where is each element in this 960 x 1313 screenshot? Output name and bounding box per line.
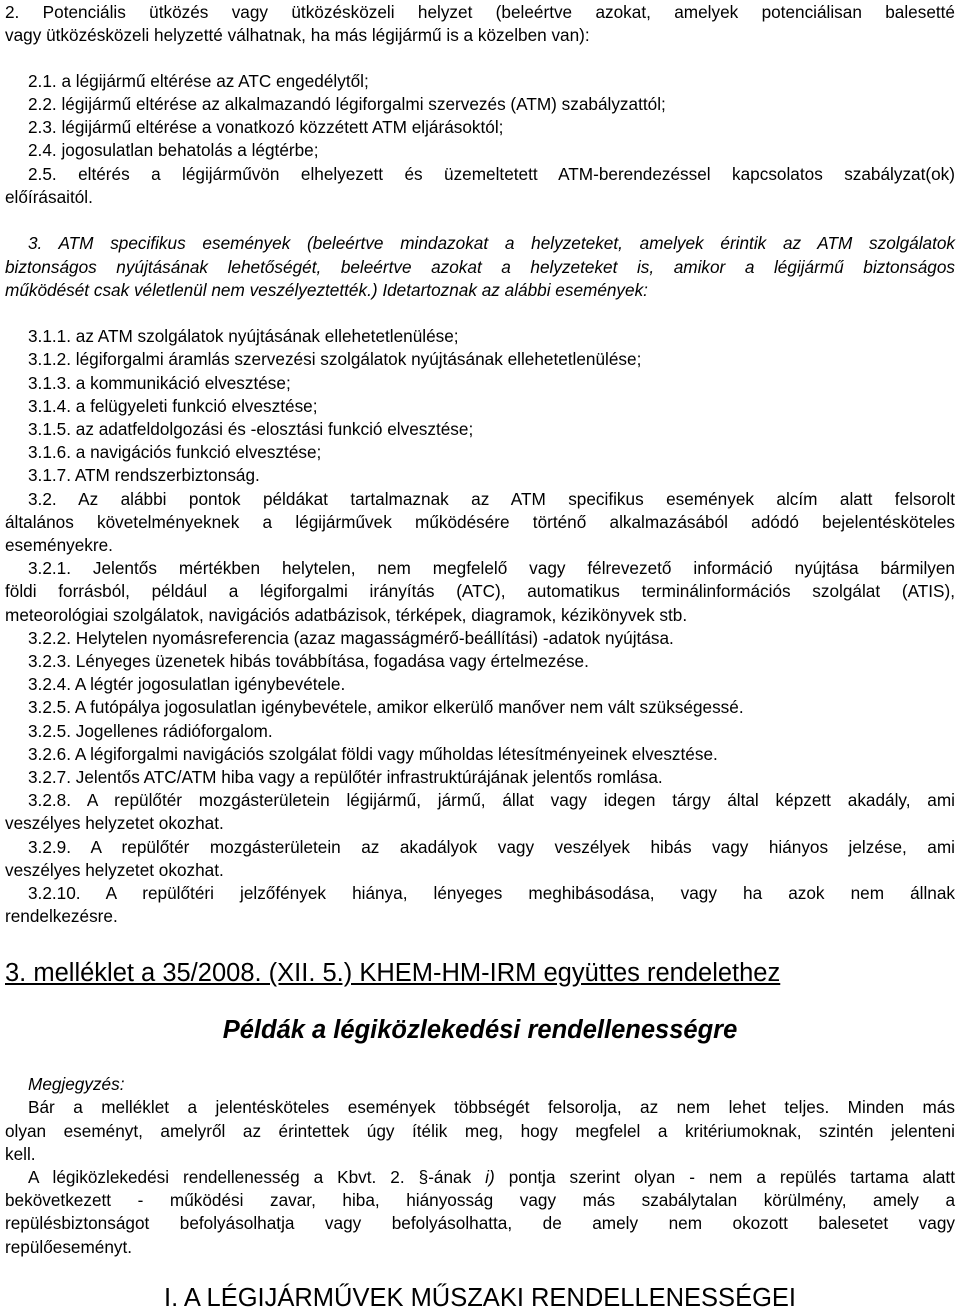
section-3-intro-line-1: 3. ATM specifikus események (beleértve mindazokat a helyzeteket, amelyek érintik az ATM szolgálatok [28,233,955,253]
item-2-2: 2.2. légijármű eltérése az alkalmazandó légiforgalmi szervezés (ATM) szabályzattól; [28,94,666,114]
para-3-2-1-line-1: 3.2.1. Jelentős mértékben helytelen, nem megfelelő vagy félrevezető információ nyújtása bármilyen [28,558,955,578]
note-2-line-2: bekövetkezett - működési zavar, hiba, hiányosság vagy más szabálytalan körülmény, amely a [5,1190,955,1210]
para-3-2-9-line-2: veszélyes helyzetet okozhat. [5,860,224,880]
section-2-intro-line-2: vagy ütközésközeli helyzetté válhatnak, ha más légijármű is a közelben van): [5,25,590,45]
item-3-1-2: 3.1.2. légiforgalmi áramlás szervezési szolgálatok nyújtásának ellehetetlenülése; [28,349,642,369]
item-2-4: 2.4. jogosulatlan behatolás a légtérbe; [28,140,319,160]
item-3-1-1: 3.1.1. az ATM szolgálatok nyújtásának ellehetetlenülése; [28,326,459,346]
item-3-1-5: 3.1.5. az adatfeldolgozási és -elosztási funkció elvesztése; [28,419,474,439]
para-3-2-10-line-2: rendelkezésre. [5,906,118,926]
para-3-2-line-3: eseményekre. [5,535,113,555]
item-3-2-3: 3.2.3. Lényeges üzenetek hibás továbbítása, fogadása vagy értelmezése. [28,651,589,671]
note-2-line-4: repülőeseményt. [5,1237,133,1257]
para-3-2-1-line-3: meteorológiai szolgálatok, navigációs adatbázisok, térképek, diagramok, kézikönyvek stb. [5,605,688,625]
para-3-2-8-line-2: veszélyes helyzetet okozhat. [5,813,224,833]
item-2-5-line-2: előírásaitól. [5,187,93,207]
para-3-2-8-line-1: 3.2.8. A repülőtér mozgásterületein légijármű, jármű, állat vagy idegen tárgy által képzett akadály, ami [28,790,955,810]
item-3-2-4: 3.2.4. A légtér jogosulatlan igénybevétele. [28,674,346,694]
annex-title: 3. melléklet a 35/2008. (XII. 5.) KHEM-HM-IRM együttes rendelethez [5,959,781,987]
note-1-line-3: kell. [5,1144,36,1164]
note-2-line-1-ref: i) [485,1167,495,1187]
section-2-intro-line-1: 2. Potenciális ütközés vagy ütközésközeli helyzet (beleértve azokat, amelyek potenciálisan balesetté [5,2,955,22]
item-3-1-6: 3.1.6. a navigációs funkció elvesztése; [28,442,322,462]
note-2-line-1 [28,1166,955,1189]
para-3-2-1-line-2: földi forrásból, például a légiforgalmi irányítás (ATC), automatikus terminálinformációs szolgálat (ATIS), [5,581,955,601]
item-3-1-4: 3.1.4. a felügyeleti funkció elvesztése; [28,396,318,416]
item-3-2-2: 3.2.2. Helytelen nyomásreferencia (azaz magasságmérő-beállítási) -adatok nyújtása. [28,628,674,648]
section-3-intro-line-2: biztonságos nyújtásának lehetőségét, beleértve azokat a helyzeteket is, amikor a légijármű biztonságos [5,257,955,277]
note-1-line-2: olyan eseményt, amelyről az érintettek úgy ítélik meg, hogy megfelel a kritériumoknak, szintén jelenteni [5,1121,955,1141]
section-3-intro-line-3: működését csak véletlenül nem veszélyeztették.) Idetartoznak az alábbi események: [5,280,648,300]
item-3-2-5: 3.2.5. A futópálya jogosulatlan igénybevétele, amikor elkerülő manőver nem vált szükségessé. [28,697,744,717]
item-3-2-7: 3.2.7. Jelentős ATC/ATM hiba vagy a repülőtér infrastruktúrájának jelentős romlása. [28,767,663,787]
note-1-line-1: Bár a melléklet a jelentésköteles események többségét felsorolja, az nem lehet teljes. Minden más [28,1097,955,1117]
note-label: Megjegyzés: [28,1074,125,1094]
item-3-2-5b: 3.2.5. Jogellenes rádióforgalom. [28,721,273,741]
item-3-2-6: 3.2.6. A légiforgalmi navigációs szolgálat földi vagy műholdas létesítményeinek elvesztése. [28,744,718,764]
para-3-2-line-2: általános követelményeknek a légijárművek működésére történő alkalmazásából adódó bejelentésköteles [5,512,955,532]
para-3-2-line-1: 3.2. Az alábbi pontok példákat tartalmaznak az ATM specifikus események alcím alatt felsorolt [28,489,955,509]
item-3-1-3: 3.1.3. a kommunikáció elvesztése; [28,373,291,393]
note-2-line-1-c: pontja szerint olyan - nem a repülés tartama alatt [494,1167,955,1187]
para-3-2-10-line-1: 3.2.10. A repülőtéri jelzőfények hiánya, lényeges meghibásodása, vagy ha azok nem állnak [28,883,955,903]
section-heading: I. A LÉGIJÁRMŰVEK MŰSZAKI RENDELLENESSÉGEI [163,1284,797,1312]
item-2-1: 2.1. a légijármű eltérése az ATC engedélytől; [28,71,369,91]
para-3-2-9-line-1: 3.2.9. A repülőtér mozgásterületein az akadályok vagy veszélyek hibás vagy hiányos jelzése, ami [28,837,955,857]
note-2-line-1-a: A légiközlekedési rendellenesség a Kbvt. 2. §-ának [28,1167,486,1187]
annex-subtitle: Példák a légiközlekedési rendellenességre [222,1016,738,1044]
item-2-5-line-1: 2.5. eltérés a légijárművön elhelyezett és üzemeltetett ATM-berendezéssel kapcsolatos szabályzat(ok) [28,164,955,184]
item-2-3: 2.3. légijármű eltérése a vonatkozó közzétett ATM eljárásoktól; [28,117,504,137]
item-3-1-7: 3.1.7. ATM rendszerbiztonság. [28,465,260,485]
note-2-line-3: repülésbiztonságot befolyásolhatja vagy befolyásolhatta, de amely nem okozott balesetet vagy [5,1213,955,1233]
